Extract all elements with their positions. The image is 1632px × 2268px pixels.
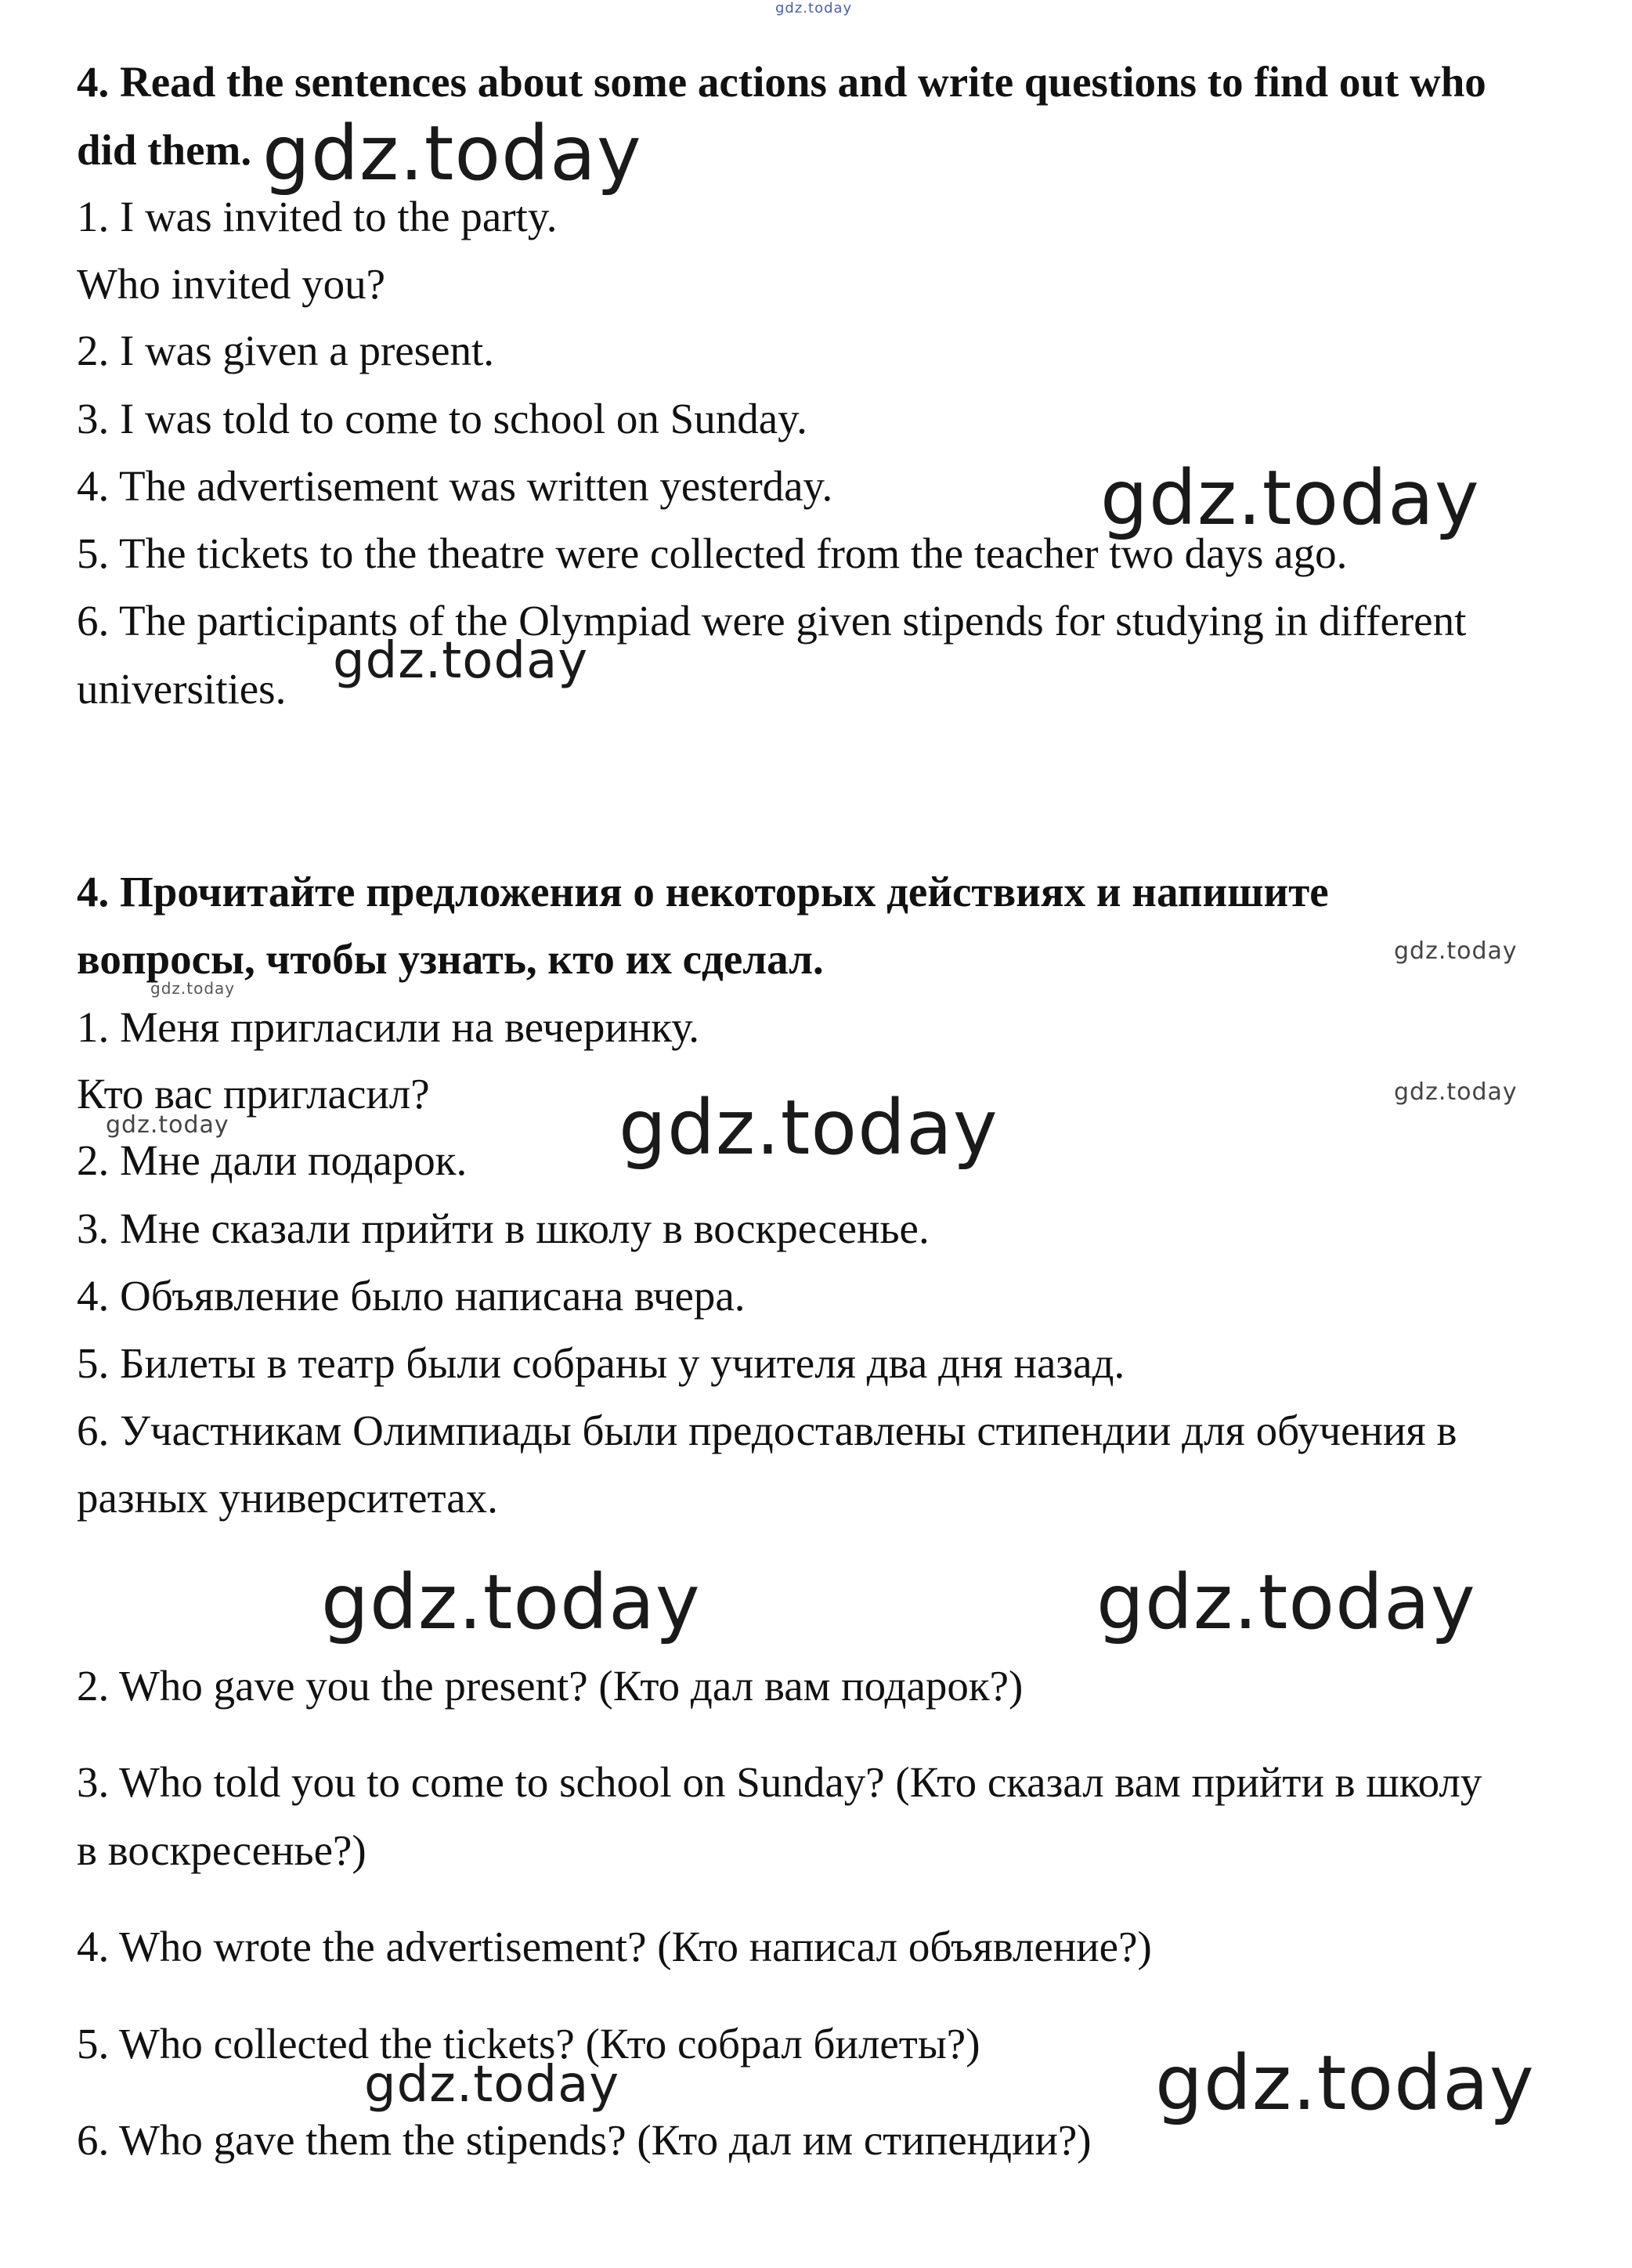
russian-sentence: 6. Участникам Олимпиады были предоставлены стипендии для обучения в xyxy=(77,1407,1457,1454)
russian-task-heading-cont: вопросы, чтобы узнать, кто их сделал. xyxy=(77,935,824,983)
watermark: gdz.today xyxy=(1394,1078,1518,1106)
answer-line: 4. Who wrote the advertisement? (Кто написал объявление?) xyxy=(77,1923,1152,1970)
russian-sentence: 4. Объявление было написана вчера. xyxy=(77,1272,746,1320)
answer-line: 2. Who gave you the present? (Кто дал вам подарок?) xyxy=(77,1662,1024,1710)
watermark: gdz.today xyxy=(619,1084,998,1172)
watermark: gdz.today xyxy=(262,110,642,197)
answer-line: 6. Who gave them the stipends? (Кто дал им стипендии?) xyxy=(77,2116,1092,2164)
english-sentence: 2. I was given a present. xyxy=(77,327,495,374)
english-task-heading-cont: did them. xyxy=(77,126,252,174)
russian-sentence: 1. Меня пригласили на вечеринку. xyxy=(77,1003,699,1051)
russian-sentence: 3. Мне сказали прийти в школу в воскресенье. xyxy=(77,1204,930,1252)
answer-line: 3. Who told you to come to school on Sunday? (Кто сказал вам прийти в школу xyxy=(77,1758,1482,1806)
english-sentence: 4. The advertisement was written yesterday. xyxy=(77,462,833,510)
watermark: gdz.today xyxy=(1096,1558,1476,1646)
russian-sentence-cont: разных университетах. xyxy=(77,1474,498,1522)
watermark: gdz.today xyxy=(321,1558,701,1646)
watermark: gdz.today xyxy=(364,2056,620,2114)
russian-sentence: 2. Мне дали подарок. xyxy=(77,1136,468,1184)
russian-example-answer: Кто вас пригласил? xyxy=(77,1070,430,1118)
english-sentence: 1. I was invited to the party. xyxy=(77,193,558,240)
russian-task-heading: 4. Прочитайте предложения о некоторых действиях и напишите xyxy=(77,868,1329,916)
watermark: gdz.today xyxy=(775,0,853,16)
watermark: gdz.today xyxy=(333,632,589,690)
watermark: gdz.today xyxy=(1155,2039,1535,2127)
watermark: gdz.today xyxy=(106,1111,229,1139)
english-sentence-cont: universities. xyxy=(77,665,287,713)
english-example-answer: Who invited you? xyxy=(77,260,386,308)
watermark: gdz.today xyxy=(150,979,236,998)
answer-line-cont: в воскресенье?) xyxy=(77,1826,366,1874)
russian-sentence: 5. Билеты в театр были собраны у учителя два дня назад. xyxy=(77,1339,1125,1387)
english-task-heading: 4. Read the sentences about some actions and write questions to find out who xyxy=(77,58,1486,106)
answer-line: 5. Who collected the tickets? (Кто собрал билеты?) xyxy=(77,2020,980,2068)
english-sentence: 6. The participants of the Olympiad were given stipends for studying in different xyxy=(77,597,1467,645)
english-sentence: 5. The tickets to the theatre were collected from the teacher two days ago. xyxy=(77,529,1348,577)
english-sentence: 3. I was told to come to school on Sunday. xyxy=(77,395,807,442)
watermark: gdz.today xyxy=(1394,937,1518,965)
watermark: gdz.today xyxy=(1100,454,1480,542)
